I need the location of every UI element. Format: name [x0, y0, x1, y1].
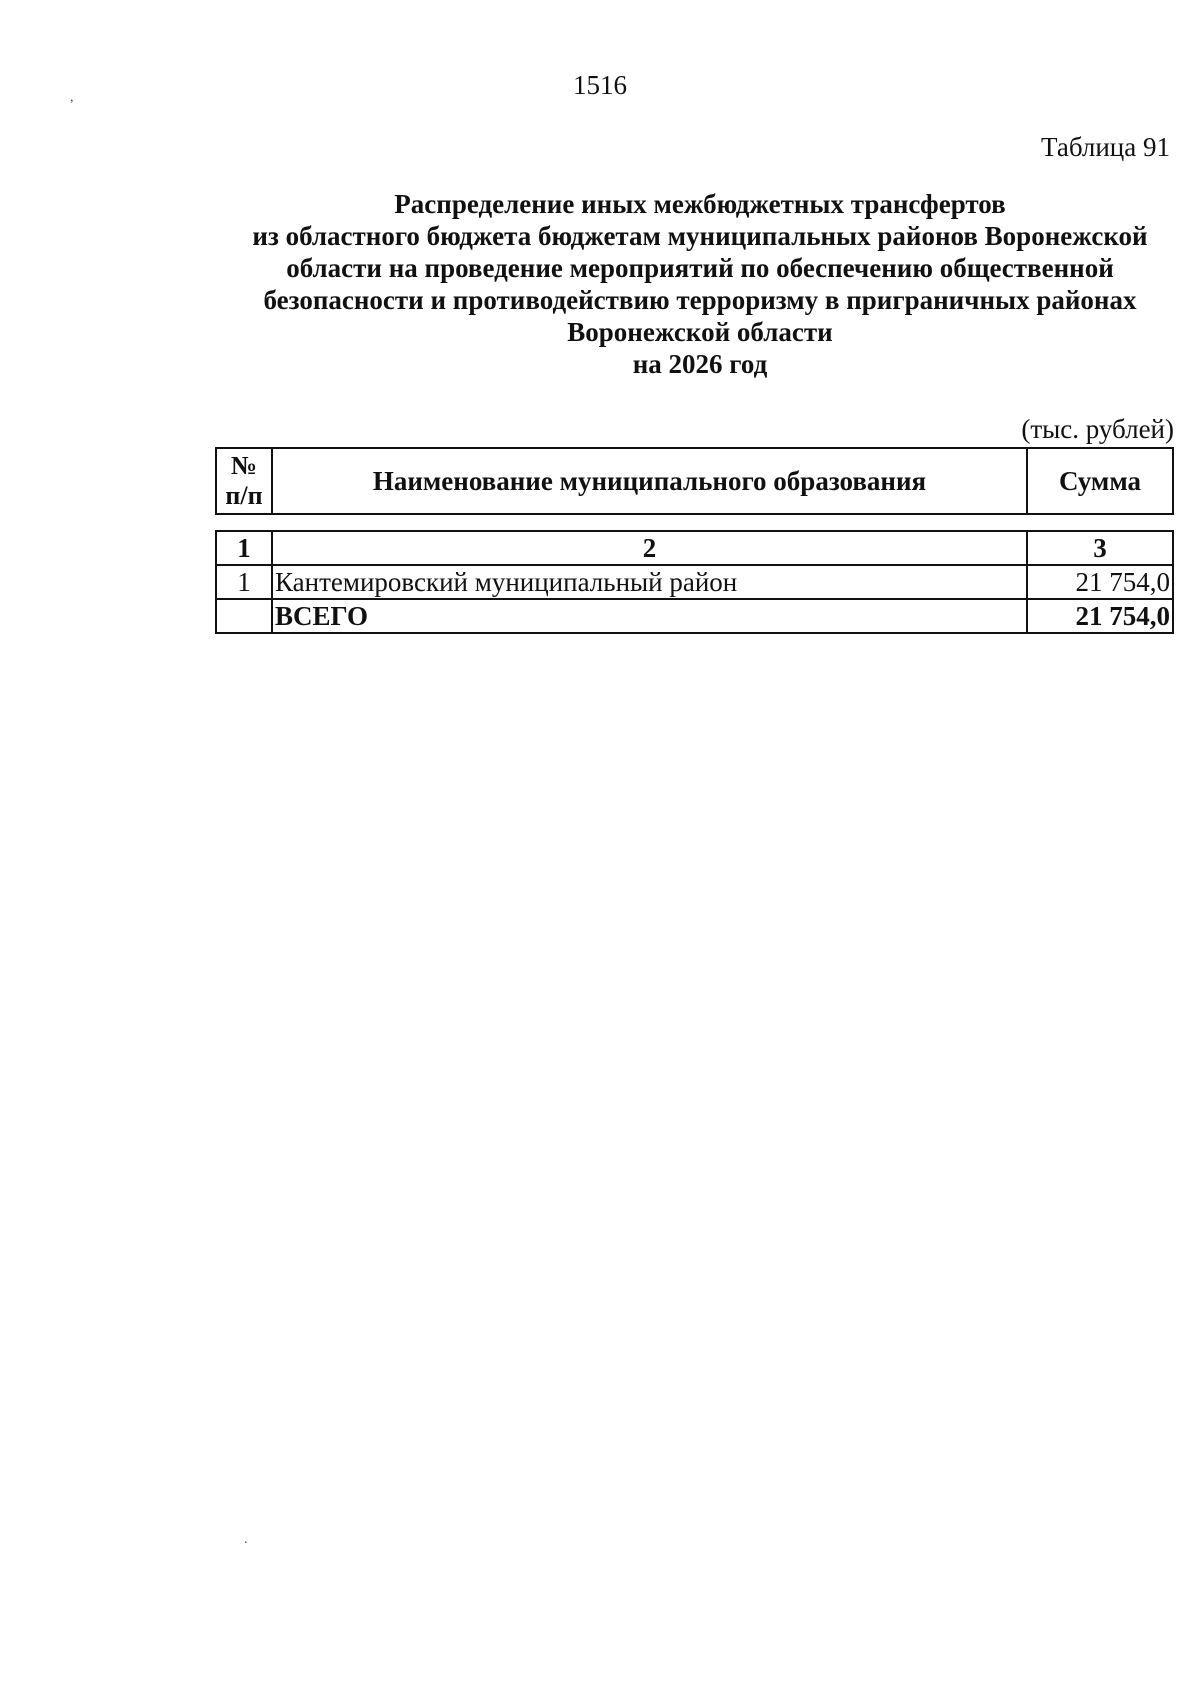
title-line: безопасности и противодействию терроризму в приграничных районах: [263, 285, 1137, 315]
row-name: Кантемировский муниципальный район: [272, 565, 1027, 599]
table-row: [216, 565, 1173, 599]
column-index: 3: [1027, 531, 1173, 565]
data-table: [215, 530, 1174, 634]
row-number: 1: [216, 565, 272, 599]
title-line: Распределение иных межбюджетных трансфертов: [394, 189, 1006, 219]
column-index-row: [216, 531, 1173, 565]
title-line: области на проведение мероприятий по обеспечению общественной: [286, 253, 1114, 283]
table-header: [215, 447, 1174, 515]
header-number-sign: №: [230, 451, 258, 480]
title-line: из областного бюджета бюджетам муниципальных районов Воронежской: [252, 221, 1148, 251]
document-title: [200, 188, 1200, 380]
header-number-abbr: п/п: [225, 481, 263, 510]
page-number: 1516: [573, 70, 627, 100]
column-index: 1: [216, 531, 272, 565]
column-index: 2: [272, 531, 1027, 565]
title-line: на 2026 год: [632, 349, 768, 379]
row-sum: 21 754,0: [1027, 565, 1173, 599]
scan-mark: ,: [70, 90, 74, 105]
header-number: [216, 448, 272, 514]
header-name: Наименование муниципального образования: [272, 448, 1027, 514]
header-sum: Сумма: [1027, 448, 1173, 514]
total-label: ВСЕГО: [272, 599, 1027, 633]
table-number: Таблица 91: [1041, 132, 1170, 162]
total-row: [216, 599, 1173, 633]
total-sum: 21 754,0: [1027, 599, 1173, 633]
title-line: Воронежской области: [567, 317, 833, 347]
units-label: (тыс. рублей): [1021, 414, 1174, 444]
total-number: [216, 599, 272, 633]
scan-mark: .: [244, 1532, 248, 1547]
